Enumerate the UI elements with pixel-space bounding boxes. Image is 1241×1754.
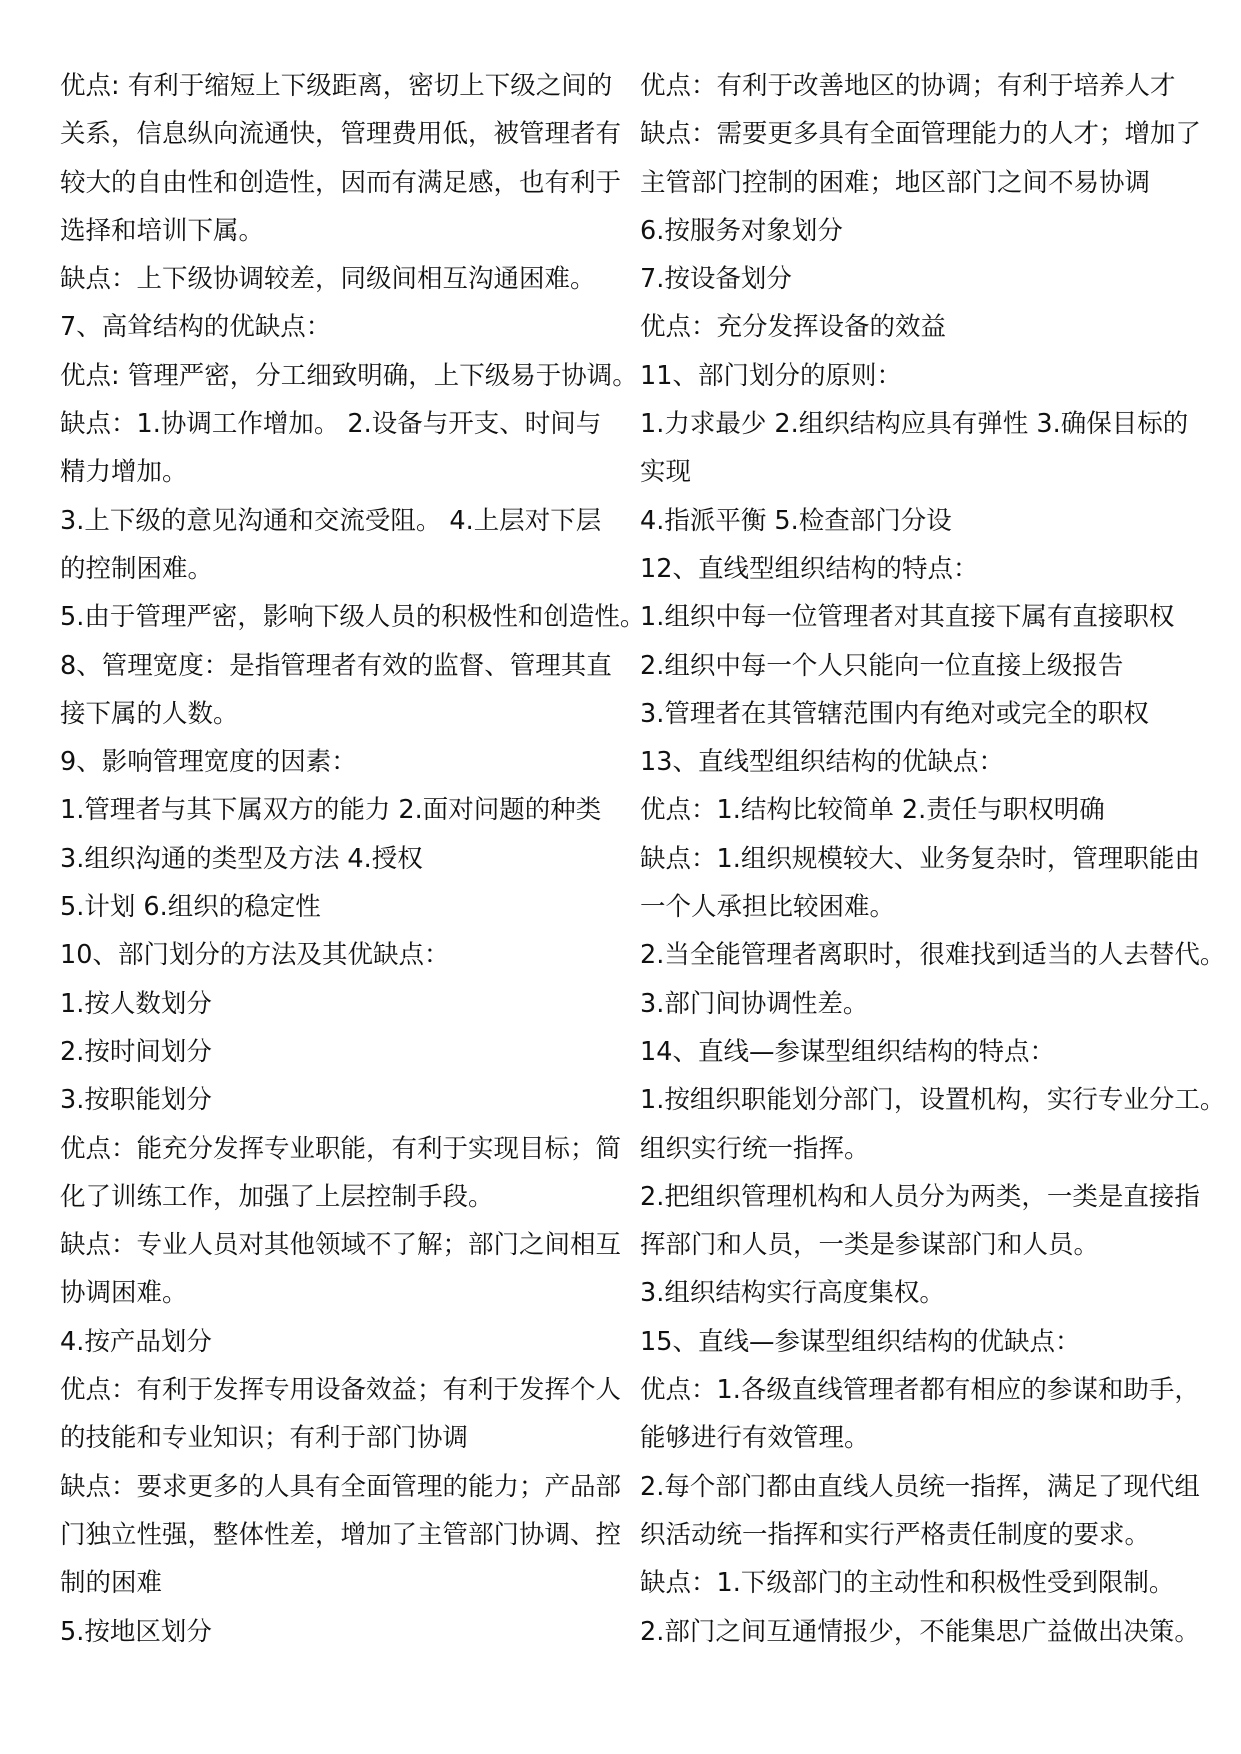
text-line: 2.当全能管理者离职时，很难找到适当的人去替代。 xyxy=(640,940,1226,971)
text-line: 1.按人数划分 xyxy=(60,988,212,1019)
text-line: 优点：有利于改善地区的协调；有利于培养人才 xyxy=(640,71,1176,101)
text-line: 优点：能充分发挥专业职能，有利于实现目标；简 xyxy=(60,1133,622,1164)
text-line: 缺点：1.组织规模较大、业务复杂时，管理职能由 xyxy=(640,843,1200,874)
text-line: 缺点：需要更多具有全面管理能力的人才；增加了 xyxy=(640,119,1202,150)
text-line: 优点：充分发挥设备的效益 xyxy=(640,312,947,343)
text-line: 关系，信息纵向流通快，管理费用低，被管理者有 xyxy=(60,119,622,150)
text-line: 优点：有利于发挥专用设备效益；有利于发挥个人 xyxy=(60,1375,622,1406)
text-line: 门独立性强，整体性差，增加了主管部门协调、控 xyxy=(60,1519,622,1550)
text-line: 3.部门间协调性差。 xyxy=(640,988,869,1019)
text-line: 11、部门划分的原则： xyxy=(640,360,902,391)
text-line: 7、高耸结构的优缺点： xyxy=(60,312,332,343)
text-line: 3.组织沟通的类型及方法 4.授权 xyxy=(60,843,423,874)
text-line: 3.上下级的意见沟通和交流受阻。 4.上层对下层 xyxy=(60,505,602,536)
text-line: 4.按产品划分 xyxy=(60,1326,212,1357)
text-line: 选择和培训下属。 xyxy=(60,215,265,246)
text-line: 协调困难。 xyxy=(60,1278,188,1309)
text-line: 1.按组织职能划分部门，设置机构，实行专业分工。 xyxy=(640,1085,1226,1116)
text-line: 挥部门和人员，一类是参谋部门和人员。 xyxy=(640,1230,1100,1261)
text-line: 缺点：1.协调工作增加。 2.设备与开支、时间与 xyxy=(60,409,602,440)
text-line: 2.按时间划分 xyxy=(60,1036,212,1067)
text-line: 3.按职能划分 xyxy=(60,1085,212,1116)
text-line: 织活动统一指挥和实行严格责任制度的要求。 xyxy=(640,1519,1151,1550)
text-line: 缺点：上下级协调较差，同级间相互沟通困难。 xyxy=(60,264,596,295)
text-line: 14、直线—参谋型组织结构的特点： xyxy=(640,1036,1055,1067)
text-line: 的控制困难。 xyxy=(60,553,214,584)
right-column xyxy=(640,62,1226,1656)
text-line: 接下属的人数。 xyxy=(60,698,239,729)
text-line: 优点：1.结构比较简单 2.责任与职权明确 xyxy=(640,795,1105,826)
text-line: 的技能和专业知识；有利于部门协调 xyxy=(60,1423,469,1454)
text-line: 1.力求最少 2.组织结构应具有弹性 3.确保目标的 xyxy=(640,409,1189,440)
text-line: 5.计划 6.组织的稳定性 xyxy=(60,892,321,923)
text-line: 一个人承担比较困难。 xyxy=(640,892,896,923)
text-line: 优点: 有利于缩短上下级距离，密切上下级之间的 xyxy=(60,71,613,101)
text-line: 3.管理者在其管辖范围内有绝对或完全的职权 xyxy=(640,698,1149,729)
text-line: 优点: 管理严密，分工细致明确，上下级易于协调。 xyxy=(60,360,638,391)
text-line: 优点：1.各级直线管理者都有相应的参谋和助手， xyxy=(640,1375,1200,1406)
text-line: 制的困难 xyxy=(60,1568,163,1599)
text-line: 8、管理宽度：是指管理者有效的监督、管理其直 xyxy=(60,650,612,681)
text-line: 2.每个部门都由直线人员统一指挥，满足了现代组 xyxy=(640,1471,1200,1502)
text-line: 组织实行统一指挥。 xyxy=(640,1133,870,1164)
text-line: 5.由于管理严密，影响下级人员的积极性和创造性。 xyxy=(60,602,646,633)
text-line: 2.组织中每一个人只能向一位直接上级报告 xyxy=(640,650,1124,681)
text-line: 3.组织结构实行高度集权。 xyxy=(640,1278,945,1309)
text-line: 较大的自由性和创造性，因而有满足感，也有利于 xyxy=(60,167,622,198)
text-line: 13、直线型组织结构的优缺点： xyxy=(640,747,1004,778)
text-line: 主管部门控制的困难；地区部门之间不易协调 xyxy=(640,167,1151,198)
text-line: 缺点：1.下级部门的主动性和积极性受到限制。 xyxy=(640,1568,1175,1599)
text-line: 5.按地区划分 xyxy=(60,1616,212,1647)
left-column xyxy=(60,62,646,1656)
text-line: 2.部门之间互通情报少，不能集思广益做出决策。 xyxy=(640,1616,1200,1647)
text-line: 4.指派平衡 5.检查部门分设 xyxy=(640,505,952,536)
text-line: 1.组织中每一位管理者对其直接下属有直接职权 xyxy=(640,602,1175,633)
text-line: 6.按服务对象划分 xyxy=(640,215,843,246)
text-line: 7.按设备划分 xyxy=(640,264,792,295)
text-line: 15、直线—参谋型组织结构的优缺点： xyxy=(640,1326,1081,1357)
text-line: 1.管理者与其下属双方的能力 2.面对问题的种类 xyxy=(60,795,602,826)
text-line: 缺点：要求更多的人具有全面管理的能力；产品部 xyxy=(60,1471,622,1502)
text-line: 10、部门划分的方法及其优缺点： xyxy=(60,940,450,971)
text-line: 12、直线型组织结构的特点： xyxy=(640,553,979,584)
text-line: 2.把组织管理机构和人员分为两类，一类是直接指 xyxy=(640,1181,1200,1212)
text-line: 实现 xyxy=(640,457,692,488)
text-line: 能够进行有效管理。 xyxy=(640,1423,870,1454)
text-line: 精力增加。 xyxy=(60,457,188,488)
text-line: 化了训练工作，加强了上层控制手段。 xyxy=(60,1181,494,1212)
text-line: 9、影响管理宽度的因素： xyxy=(60,747,357,778)
text-line: 缺点：专业人员对其他领域不了解；部门之间相互 xyxy=(60,1230,622,1261)
